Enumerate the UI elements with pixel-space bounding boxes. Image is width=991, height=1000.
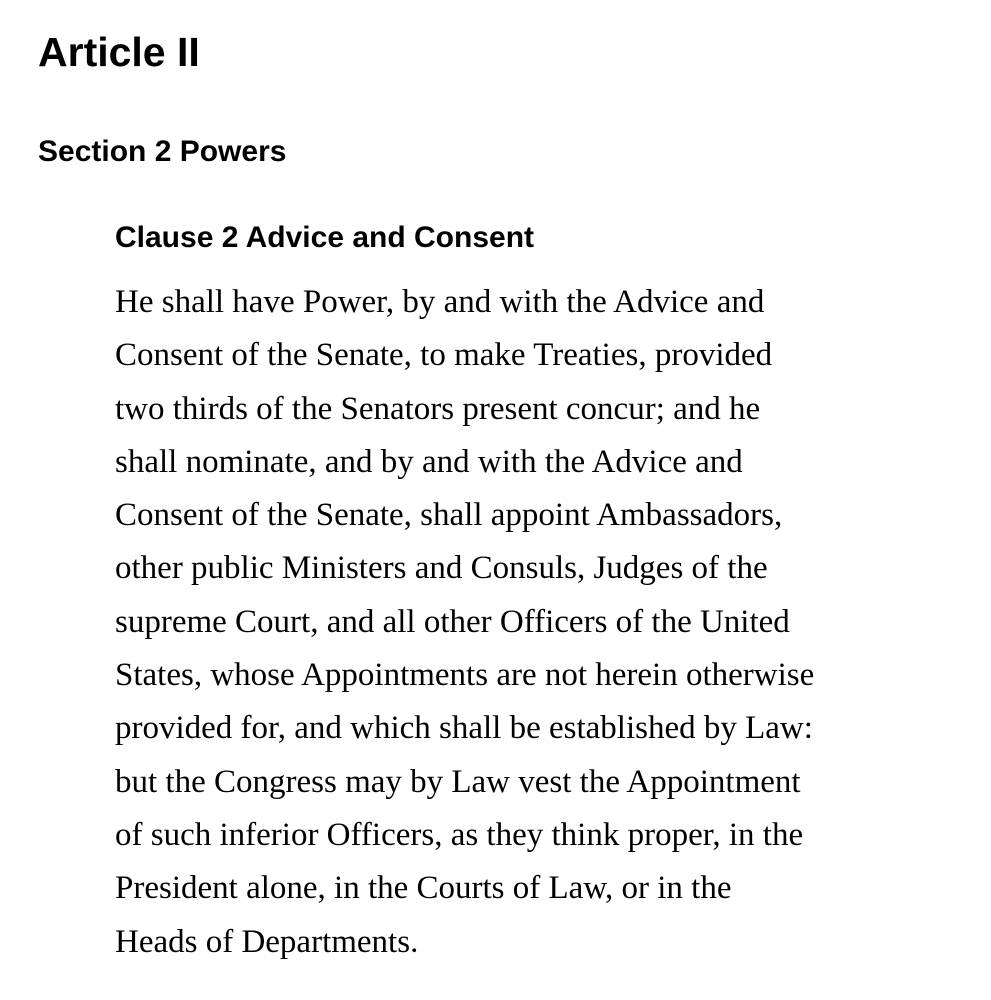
clause-text-line: He shall have Power, by and with the Advice and — [115, 284, 765, 320]
clause-text-line: Consent of the Senate, to make Treaties, provided — [115, 337, 773, 374]
clause-title: Clause 2 Advice and Consent — [115, 221, 535, 254]
clause-text-line: States, whose Appointments are not herein otherwise — [115, 657, 815, 694]
article-title: Article II — [38, 29, 200, 75]
clause-text-line: of such inferior Officers, as they think proper, in the — [115, 816, 804, 853]
clause-text-line: provided for, and which shall be established by Law: — [115, 710, 813, 747]
clause-text-line: but the Congress may by Law vest the Appointment — [115, 763, 801, 800]
clause-text — [115, 276, 975, 969]
clause-text-line: Consent of the Senate, shall appoint Ambassadors, — [115, 497, 783, 534]
clause-text-line: other public Ministers and Consuls, Judges of the — [115, 550, 768, 587]
clause-text-line: supreme Court, and all other Officers of the United — [115, 603, 790, 640]
clause-text-line: shall nominate, and by and with the Advice and — [115, 443, 743, 480]
clause-text-line: President alone, in the Courts of Law, or in the — [115, 870, 732, 907]
clause-text-line: two thirds of the Senators present concur; and he — [115, 390, 761, 427]
clause-text-line: Heads of Departments. — [115, 923, 419, 960]
section-title: Section 2 Powers — [38, 135, 287, 168]
